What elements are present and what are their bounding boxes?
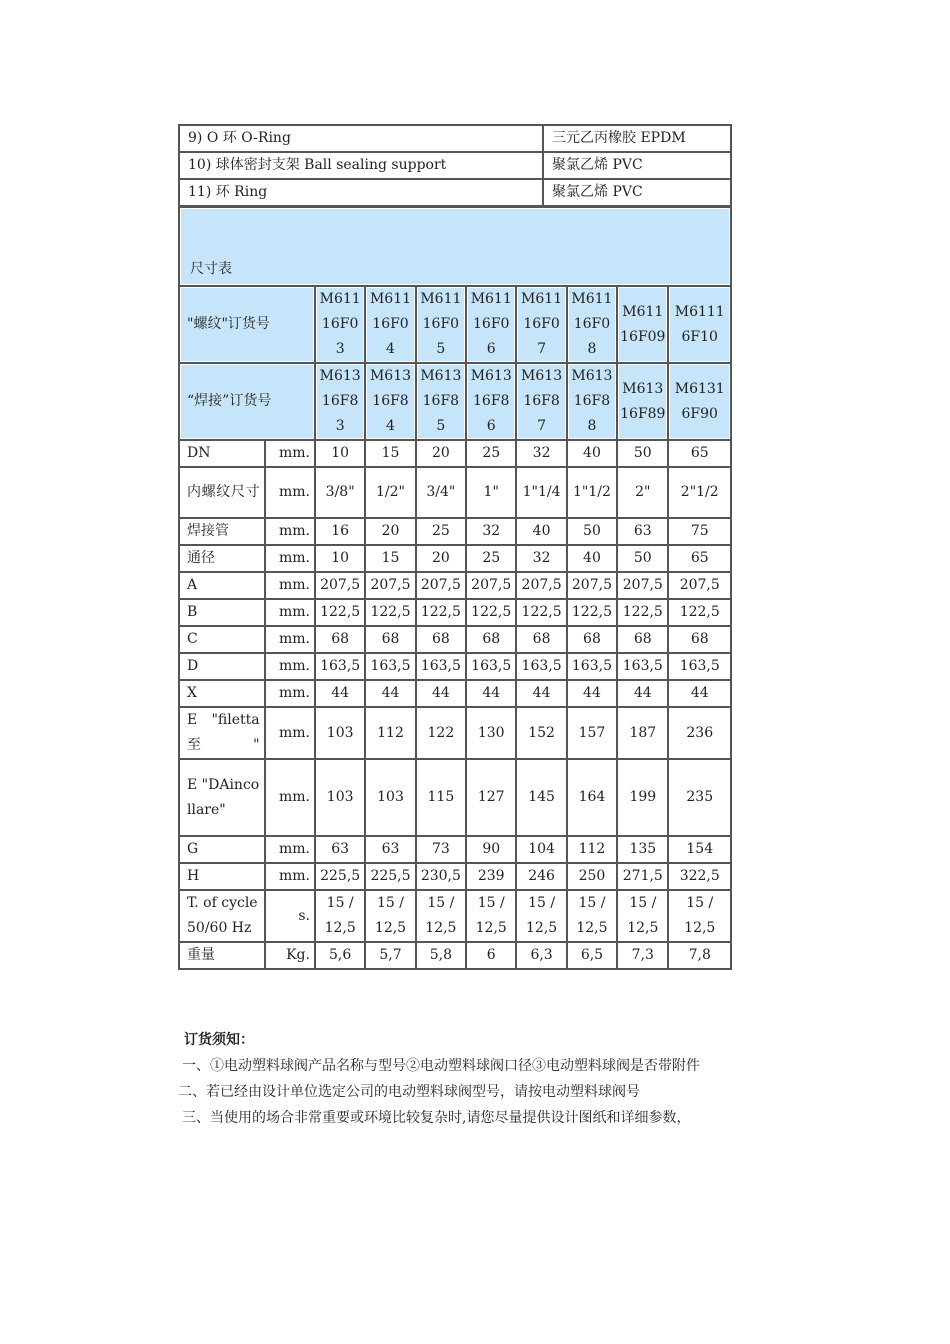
- value-cell: 103: [315, 707, 365, 759]
- value-cell: 239: [466, 863, 516, 890]
- value-cell: 15: [365, 545, 415, 572]
- value-cell: 152: [516, 707, 566, 759]
- table-row: [179, 707, 731, 759]
- value-cell: 163,5: [416, 653, 466, 680]
- table-row: [179, 653, 731, 680]
- value-cell: 25: [466, 440, 516, 467]
- value-cell: 104: [516, 836, 566, 863]
- value-cell: 10: [315, 545, 365, 572]
- dimension-label: B: [179, 599, 265, 626]
- order-notes-heading: 订货须知：: [184, 1032, 254, 1048]
- value-cell: 135: [617, 836, 668, 863]
- unit-cell: mm.: [265, 545, 315, 572]
- unit-cell: mm.: [265, 440, 315, 467]
- dimension-label: E "DAincollare": [179, 759, 265, 836]
- value-cell: 20: [416, 440, 466, 467]
- value-cell: 63: [315, 836, 365, 863]
- value-cell: 122,5: [567, 599, 617, 626]
- table-row: [179, 572, 731, 599]
- unit-cell: mm.: [265, 707, 315, 759]
- value-cell: 122: [416, 707, 466, 759]
- order-code-cell: M61116F09: [617, 286, 668, 363]
- dimension-label: DN: [179, 440, 265, 467]
- value-cell: 127: [466, 759, 516, 836]
- value-cell: 2"1/2: [668, 467, 731, 518]
- material-cell: 聚氯乙烯 PVC: [543, 179, 731, 206]
- value-cell: 230,5: [416, 863, 466, 890]
- value-cell: 5,7: [365, 942, 415, 969]
- value-cell: 145: [516, 759, 566, 836]
- value-cell: 207,5: [365, 572, 415, 599]
- part-cell: 9) O 环 O-Ring: [179, 125, 543, 152]
- materials-row: [179, 152, 731, 179]
- value-cell: 40: [567, 440, 617, 467]
- value-cell: 15 / 12,5: [516, 890, 566, 942]
- value-cell: 44: [315, 680, 365, 707]
- dimension-label: H: [179, 863, 265, 890]
- dimension-label: D: [179, 653, 265, 680]
- value-cell: 44: [668, 680, 731, 707]
- value-cell: 207,5: [516, 572, 566, 599]
- order-code-cell: M61316F89: [617, 363, 668, 440]
- value-cell: 15 / 12,5: [668, 890, 731, 942]
- value-cell: 163,5: [617, 653, 668, 680]
- value-cell: 122,5: [315, 599, 365, 626]
- value-cell: 20: [365, 518, 415, 545]
- value-cell: 32: [466, 518, 516, 545]
- value-cell: 68: [516, 626, 566, 653]
- table-row: [179, 518, 731, 545]
- thread-code-label: "螺纹"订货号: [179, 286, 315, 363]
- value-cell: 6,5: [567, 942, 617, 969]
- dimension-label: A: [179, 572, 265, 599]
- order-code-cell: M61116F03: [315, 286, 365, 363]
- value-cell: 271,5: [617, 863, 668, 890]
- table-row: [179, 759, 731, 836]
- order-code-cell: M61116F08: [567, 286, 617, 363]
- table-row: [179, 599, 731, 626]
- table-row: [179, 680, 731, 707]
- order-code-cell: M61116F04: [365, 286, 415, 363]
- value-cell: 1"1/4: [516, 467, 566, 518]
- thread-code-row: [179, 286, 731, 363]
- order-code-cell: M61316F87: [516, 363, 566, 440]
- value-cell: 1": [466, 467, 516, 518]
- materials-row: [179, 179, 731, 206]
- order-code-cell: M61116F05: [416, 286, 466, 363]
- value-cell: 163,5: [365, 653, 415, 680]
- order-note-line: 一、①电动塑料球阀产品名称与型号②电动塑料球阀口径③电动塑料球阀是否带附件: [182, 1058, 700, 1074]
- part-cell: 10) 球体密封支架 Ball sealing support: [179, 152, 543, 179]
- table-row: [179, 836, 731, 863]
- value-cell: 32: [516, 440, 566, 467]
- value-cell: 15 / 12,5: [365, 890, 415, 942]
- value-cell: 50: [617, 545, 668, 572]
- table-row: [179, 626, 731, 653]
- dimension-label: X: [179, 680, 265, 707]
- value-cell: 16: [315, 518, 365, 545]
- value-cell: 7,8: [668, 942, 731, 969]
- value-cell: 163,5: [668, 653, 731, 680]
- value-cell: 122,5: [617, 599, 668, 626]
- material-cell: 聚氯乙烯 PVC: [543, 152, 731, 179]
- value-cell: 187: [617, 707, 668, 759]
- material-cell: 三元乙丙橡胶 EPDM: [543, 125, 731, 152]
- value-cell: 40: [567, 545, 617, 572]
- unit-cell: mm.: [265, 680, 315, 707]
- value-cell: 163,5: [315, 653, 365, 680]
- value-cell: 73: [416, 836, 466, 863]
- order-code-cell: M61316F83: [315, 363, 365, 440]
- order-code-cell: M61316F90: [668, 363, 731, 440]
- dimension-label: 通径: [179, 545, 265, 572]
- value-cell: 40: [516, 518, 566, 545]
- value-cell: 68: [617, 626, 668, 653]
- value-cell: 163,5: [466, 653, 516, 680]
- order-code-cell: M61316F84: [365, 363, 415, 440]
- unit-cell: s.: [265, 890, 315, 942]
- value-cell: 207,5: [567, 572, 617, 599]
- table-row: [179, 890, 731, 942]
- value-cell: 112: [567, 836, 617, 863]
- value-cell: 10: [315, 440, 365, 467]
- value-cell: 68: [668, 626, 731, 653]
- table-row: [179, 467, 731, 518]
- dimension-label: 焊接管: [179, 518, 265, 545]
- table-row: [179, 863, 731, 890]
- value-cell: 15 / 12,5: [315, 890, 365, 942]
- value-cell: 1"1/2: [567, 467, 617, 518]
- unit-cell: mm.: [265, 626, 315, 653]
- value-cell: 207,5: [315, 572, 365, 599]
- value-cell: 90: [466, 836, 516, 863]
- order-notes: [178, 1027, 738, 1131]
- materials-row: [179, 125, 731, 152]
- value-cell: 122,5: [365, 599, 415, 626]
- value-cell: 207,5: [617, 572, 668, 599]
- size-table: [178, 207, 732, 970]
- value-cell: 163,5: [567, 653, 617, 680]
- dimension-label: C: [179, 626, 265, 653]
- value-cell: 6: [466, 942, 516, 969]
- table-row: [179, 440, 731, 467]
- value-cell: 5,8: [416, 942, 466, 969]
- table-row: [179, 942, 731, 969]
- value-cell: 15 / 12,5: [416, 890, 466, 942]
- value-cell: 32: [516, 545, 566, 572]
- value-cell: 65: [668, 440, 731, 467]
- value-cell: 1/2": [365, 467, 415, 518]
- value-cell: 15 / 12,5: [466, 890, 516, 942]
- value-cell: 236: [668, 707, 731, 759]
- value-cell: 15 / 12,5: [567, 890, 617, 942]
- value-cell: 207,5: [466, 572, 516, 599]
- value-cell: 68: [365, 626, 415, 653]
- value-cell: 68: [466, 626, 516, 653]
- value-cell: 122,5: [516, 599, 566, 626]
- value-cell: 2": [617, 467, 668, 518]
- value-cell: 115: [416, 759, 466, 836]
- value-cell: 44: [617, 680, 668, 707]
- unit-cell: mm.: [265, 467, 315, 518]
- weld-code-row: [179, 363, 731, 440]
- table-row: [179, 545, 731, 572]
- value-cell: 44: [365, 680, 415, 707]
- value-cell: 63: [617, 518, 668, 545]
- value-cell: 225,5: [365, 863, 415, 890]
- size-table-title-row: [179, 207, 731, 286]
- value-cell: 225,5: [315, 863, 365, 890]
- value-cell: 157: [567, 707, 617, 759]
- value-cell: 20: [416, 545, 466, 572]
- weld-code-label: “焊接”订货号: [179, 363, 315, 440]
- order-code-cell: M61316F85: [416, 363, 466, 440]
- dimension-label: G: [179, 836, 265, 863]
- value-cell: 246: [516, 863, 566, 890]
- value-cell: 103: [365, 759, 415, 836]
- value-cell: 44: [567, 680, 617, 707]
- order-code-cell: M61316F86: [466, 363, 516, 440]
- value-cell: 25: [416, 518, 466, 545]
- unit-cell: mm.: [265, 836, 315, 863]
- order-code-cell: M61116F06: [466, 286, 516, 363]
- value-cell: 112: [365, 707, 415, 759]
- value-cell: 130: [466, 707, 516, 759]
- unit-cell: mm.: [265, 653, 315, 680]
- part-cell: 11) 环 Ring: [179, 179, 543, 206]
- value-cell: 3/4": [416, 467, 466, 518]
- value-cell: 3/8": [315, 467, 365, 518]
- value-cell: 235: [668, 759, 731, 836]
- value-cell: 122,5: [668, 599, 731, 626]
- value-cell: 103: [315, 759, 365, 836]
- dimension-label: E "filetta至": [179, 707, 265, 759]
- value-cell: 68: [416, 626, 466, 653]
- order-code-cell: M61316F88: [567, 363, 617, 440]
- value-cell: 250: [567, 863, 617, 890]
- value-cell: 75: [668, 518, 731, 545]
- materials-table: [178, 124, 732, 207]
- value-cell: 163,5: [516, 653, 566, 680]
- value-cell: 15 / 12,5: [617, 890, 668, 942]
- order-note-line: 二、若已经由设计单位选定公司的电动塑料球阀型号，请按电动塑料球阀号: [178, 1084, 640, 1100]
- order-note-line: 三、当使用的场合非常重要或环境比较复杂时,请您尽量提供设计图纸和详细参数，: [182, 1110, 691, 1126]
- unit-cell: mm.: [265, 572, 315, 599]
- value-cell: 50: [617, 440, 668, 467]
- unit-cell: Kg.: [265, 942, 315, 969]
- value-cell: 50: [567, 518, 617, 545]
- value-cell: 68: [567, 626, 617, 653]
- value-cell: 207,5: [668, 572, 731, 599]
- value-cell: 44: [466, 680, 516, 707]
- value-cell: 154: [668, 836, 731, 863]
- value-cell: 122,5: [416, 599, 466, 626]
- value-cell: 44: [516, 680, 566, 707]
- unit-cell: mm.: [265, 863, 315, 890]
- unit-cell: mm.: [265, 759, 315, 836]
- value-cell: 5,6: [315, 942, 365, 969]
- value-cell: 164: [567, 759, 617, 836]
- value-cell: 44: [416, 680, 466, 707]
- value-cell: 65: [668, 545, 731, 572]
- order-code-cell: M61116F07: [516, 286, 566, 363]
- value-cell: 7,3: [617, 942, 668, 969]
- dimension-label: T. of cycle 50/60 Hz: [179, 890, 265, 942]
- order-code-cell: M61116F10: [668, 286, 731, 363]
- value-cell: 15: [365, 440, 415, 467]
- unit-cell: mm.: [265, 599, 315, 626]
- size-table-title: 尺寸表: [179, 207, 731, 286]
- value-cell: 63: [365, 836, 415, 863]
- value-cell: 25: [466, 545, 516, 572]
- value-cell: 322,5: [668, 863, 731, 890]
- unit-cell: mm.: [265, 518, 315, 545]
- value-cell: 68: [315, 626, 365, 653]
- value-cell: 207,5: [416, 572, 466, 599]
- dimension-label: 重量: [179, 942, 265, 969]
- value-cell: 199: [617, 759, 668, 836]
- dimension-label: 内螺纹尺寸: [179, 467, 265, 518]
- value-cell: 122,5: [466, 599, 516, 626]
- value-cell: 6,3: [516, 942, 566, 969]
